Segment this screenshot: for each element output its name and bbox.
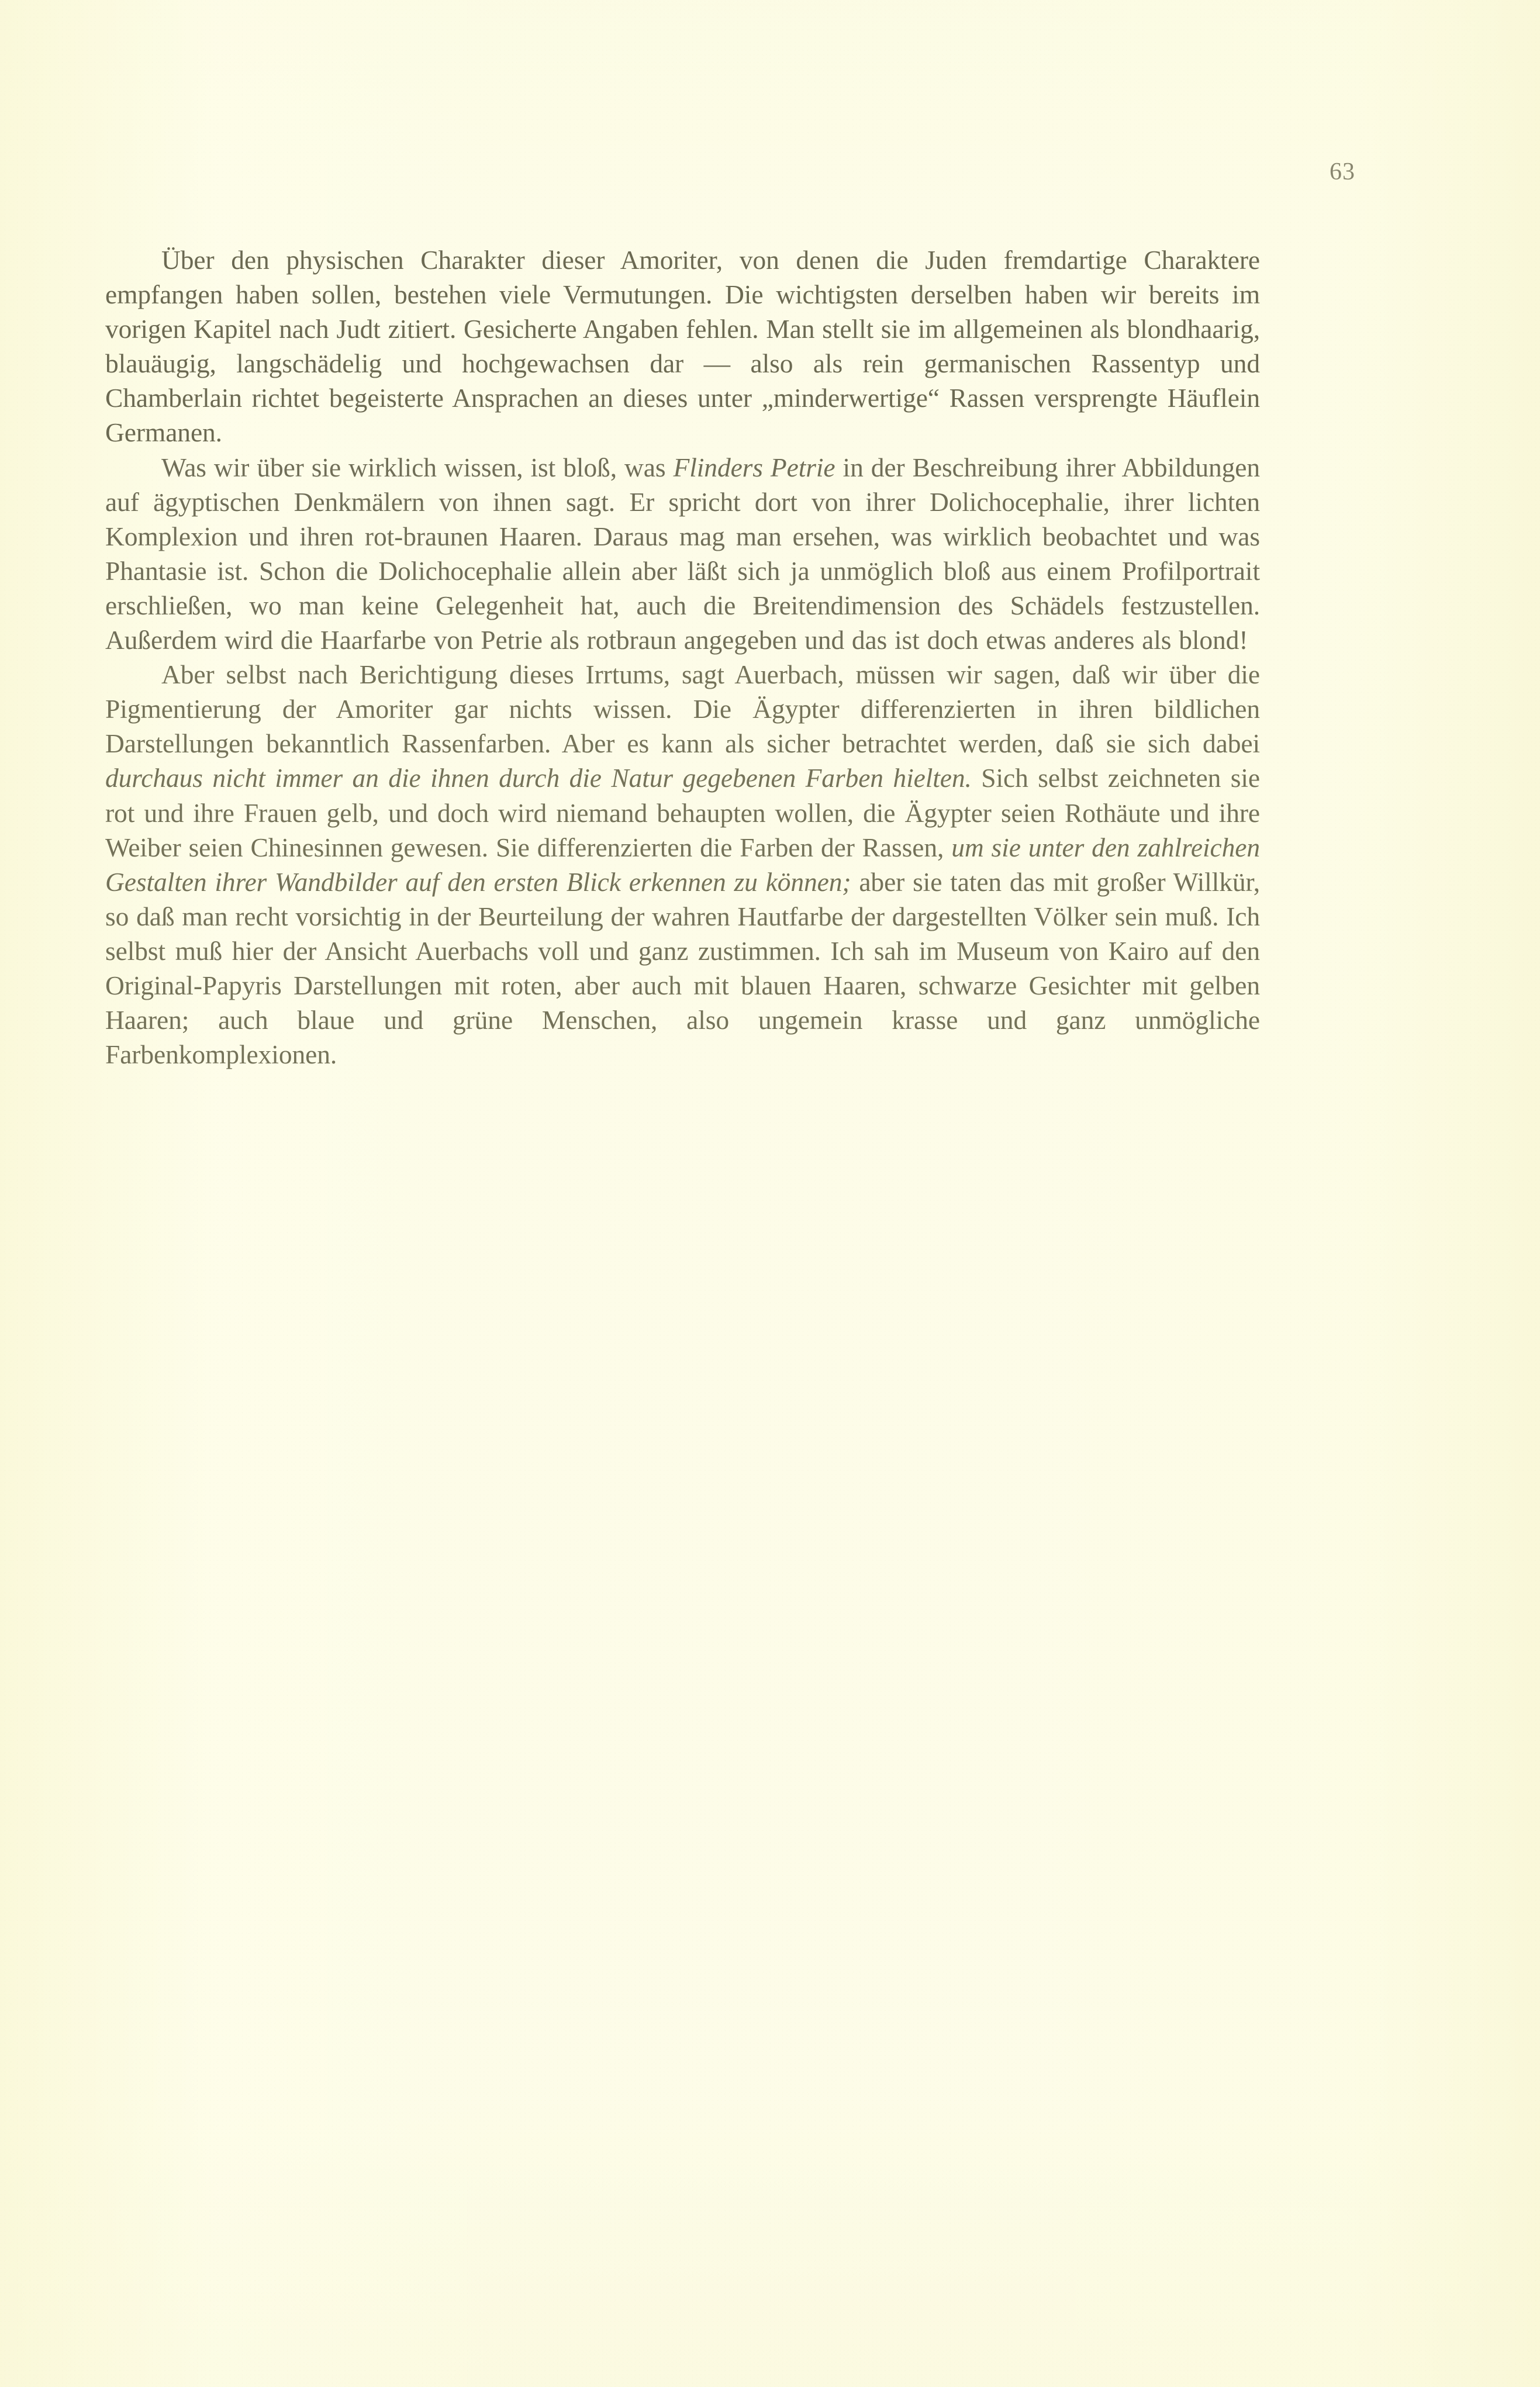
page-number: 63 bbox=[1330, 158, 1355, 185]
paragraph-3-emphasis-1: durchaus nicht immer an die ihnen durch die Natur gegebenen Farben hielten. bbox=[105, 763, 972, 793]
paragraph-1 bbox=[105, 243, 1260, 450]
paragraph-2-run-2: in der Beschreibung ihrer Abbildungen auf ägyptischen Denkmälern von ihnen sagt. Er spricht dort von ihrer Dolichocephalie, ihrer lichten Komplexion und ihren rot-braunen Haaren. Daraus mag man ersehen, was wirklich beobachtet und was Phantasie ist. Schon die Dolichocephalie allein aber läßt sich ja unmöglich bloß aus einem Profilportrait erschließen, wo man keine Gelegenheit hat, auch die Breitendimension des Schädels festzustellen. Außerdem wird die Haarfarbe von Petrie als rotbraun angegeben und das ist doch etwas anderes als blond! bbox=[105, 452, 1261, 655]
paragraph-3-emphasis-3: um sie unter den zahlreichen Gestalten ihrer Wandbilder auf den ersten Blick erkennen zu können; bbox=[105, 832, 1260, 897]
paragraph-2 bbox=[105, 450, 1260, 658]
paragraph-2-run-0: Was wir über sie wirklich wissen, ist bloß, was bbox=[161, 452, 674, 482]
paragraph-3-run-0: Aber selbst nach Berichtigung dieses Irrtums, sagt Auerbach, müssen wir sagen, daß wir über die Pigmentierung der Amoriter gar nichts wissen. Die Ägypter differenzierten in ihren bildlichen Darstellungen bekanntlich Rassenfarben. Aber es kann als sicher betrachtet werden, daß sie sich dabei bbox=[105, 659, 1260, 759]
body-text-block bbox=[105, 243, 1260, 1072]
paragraph-3 bbox=[105, 657, 1260, 1072]
paragraph-3-run-2: Sich selbst zeichneten sie rot und ihre Frauen gelb, und doch wird niemand behaupten wollen, die Ägypter seien Rothäute und ihre Weiber seien Chinesinnen gewesen. Sie differenzierten die Farben der Rassen, bbox=[105, 763, 1260, 862]
paragraph-1-run-0: Über den physischen Charakter dieser Amoriter, von denen die Juden fremdartige Charaktere empfangen haben sollen, bestehen viele Vermutungen. Die wichtigsten derselben haben wir bereits im vorigen Kapitel nach Judt zitiert. Gesicherte Angaben fehlen. Man stellt sie im allgemeinen als blondhaarig, blauäugig, langschädelig und hochgewachsen dar — also als rein germanischen Rassentyp und Chamberlain richtet begeisterte Ansprachen an dieses unter „minderwertige“ Rassen versprengte Häuflein Germanen. bbox=[105, 245, 1260, 448]
paragraph-2-emphasis-1: Flinders Petrie bbox=[673, 452, 835, 482]
paragraph-3-run-4: aber sie taten das mit großer Willkür, so daß man recht vorsichtig in der Beurteilung der wahren Hautfarbe der dargestellten Völker sein muß. Ich selbst muß hier der Ansicht Auerbachs voll und ganz zustimmen. Ich sah im Museum von Kairo auf den Original-Papyris Darstellungen mit roten, aber auch mit blauen Haaren, schwarze Gesichter mit gelben Haaren; auch blaue und grüne Menschen, also ungemein krasse und ganz unmögliche Farbenkomplexionen. bbox=[105, 866, 1260, 1070]
